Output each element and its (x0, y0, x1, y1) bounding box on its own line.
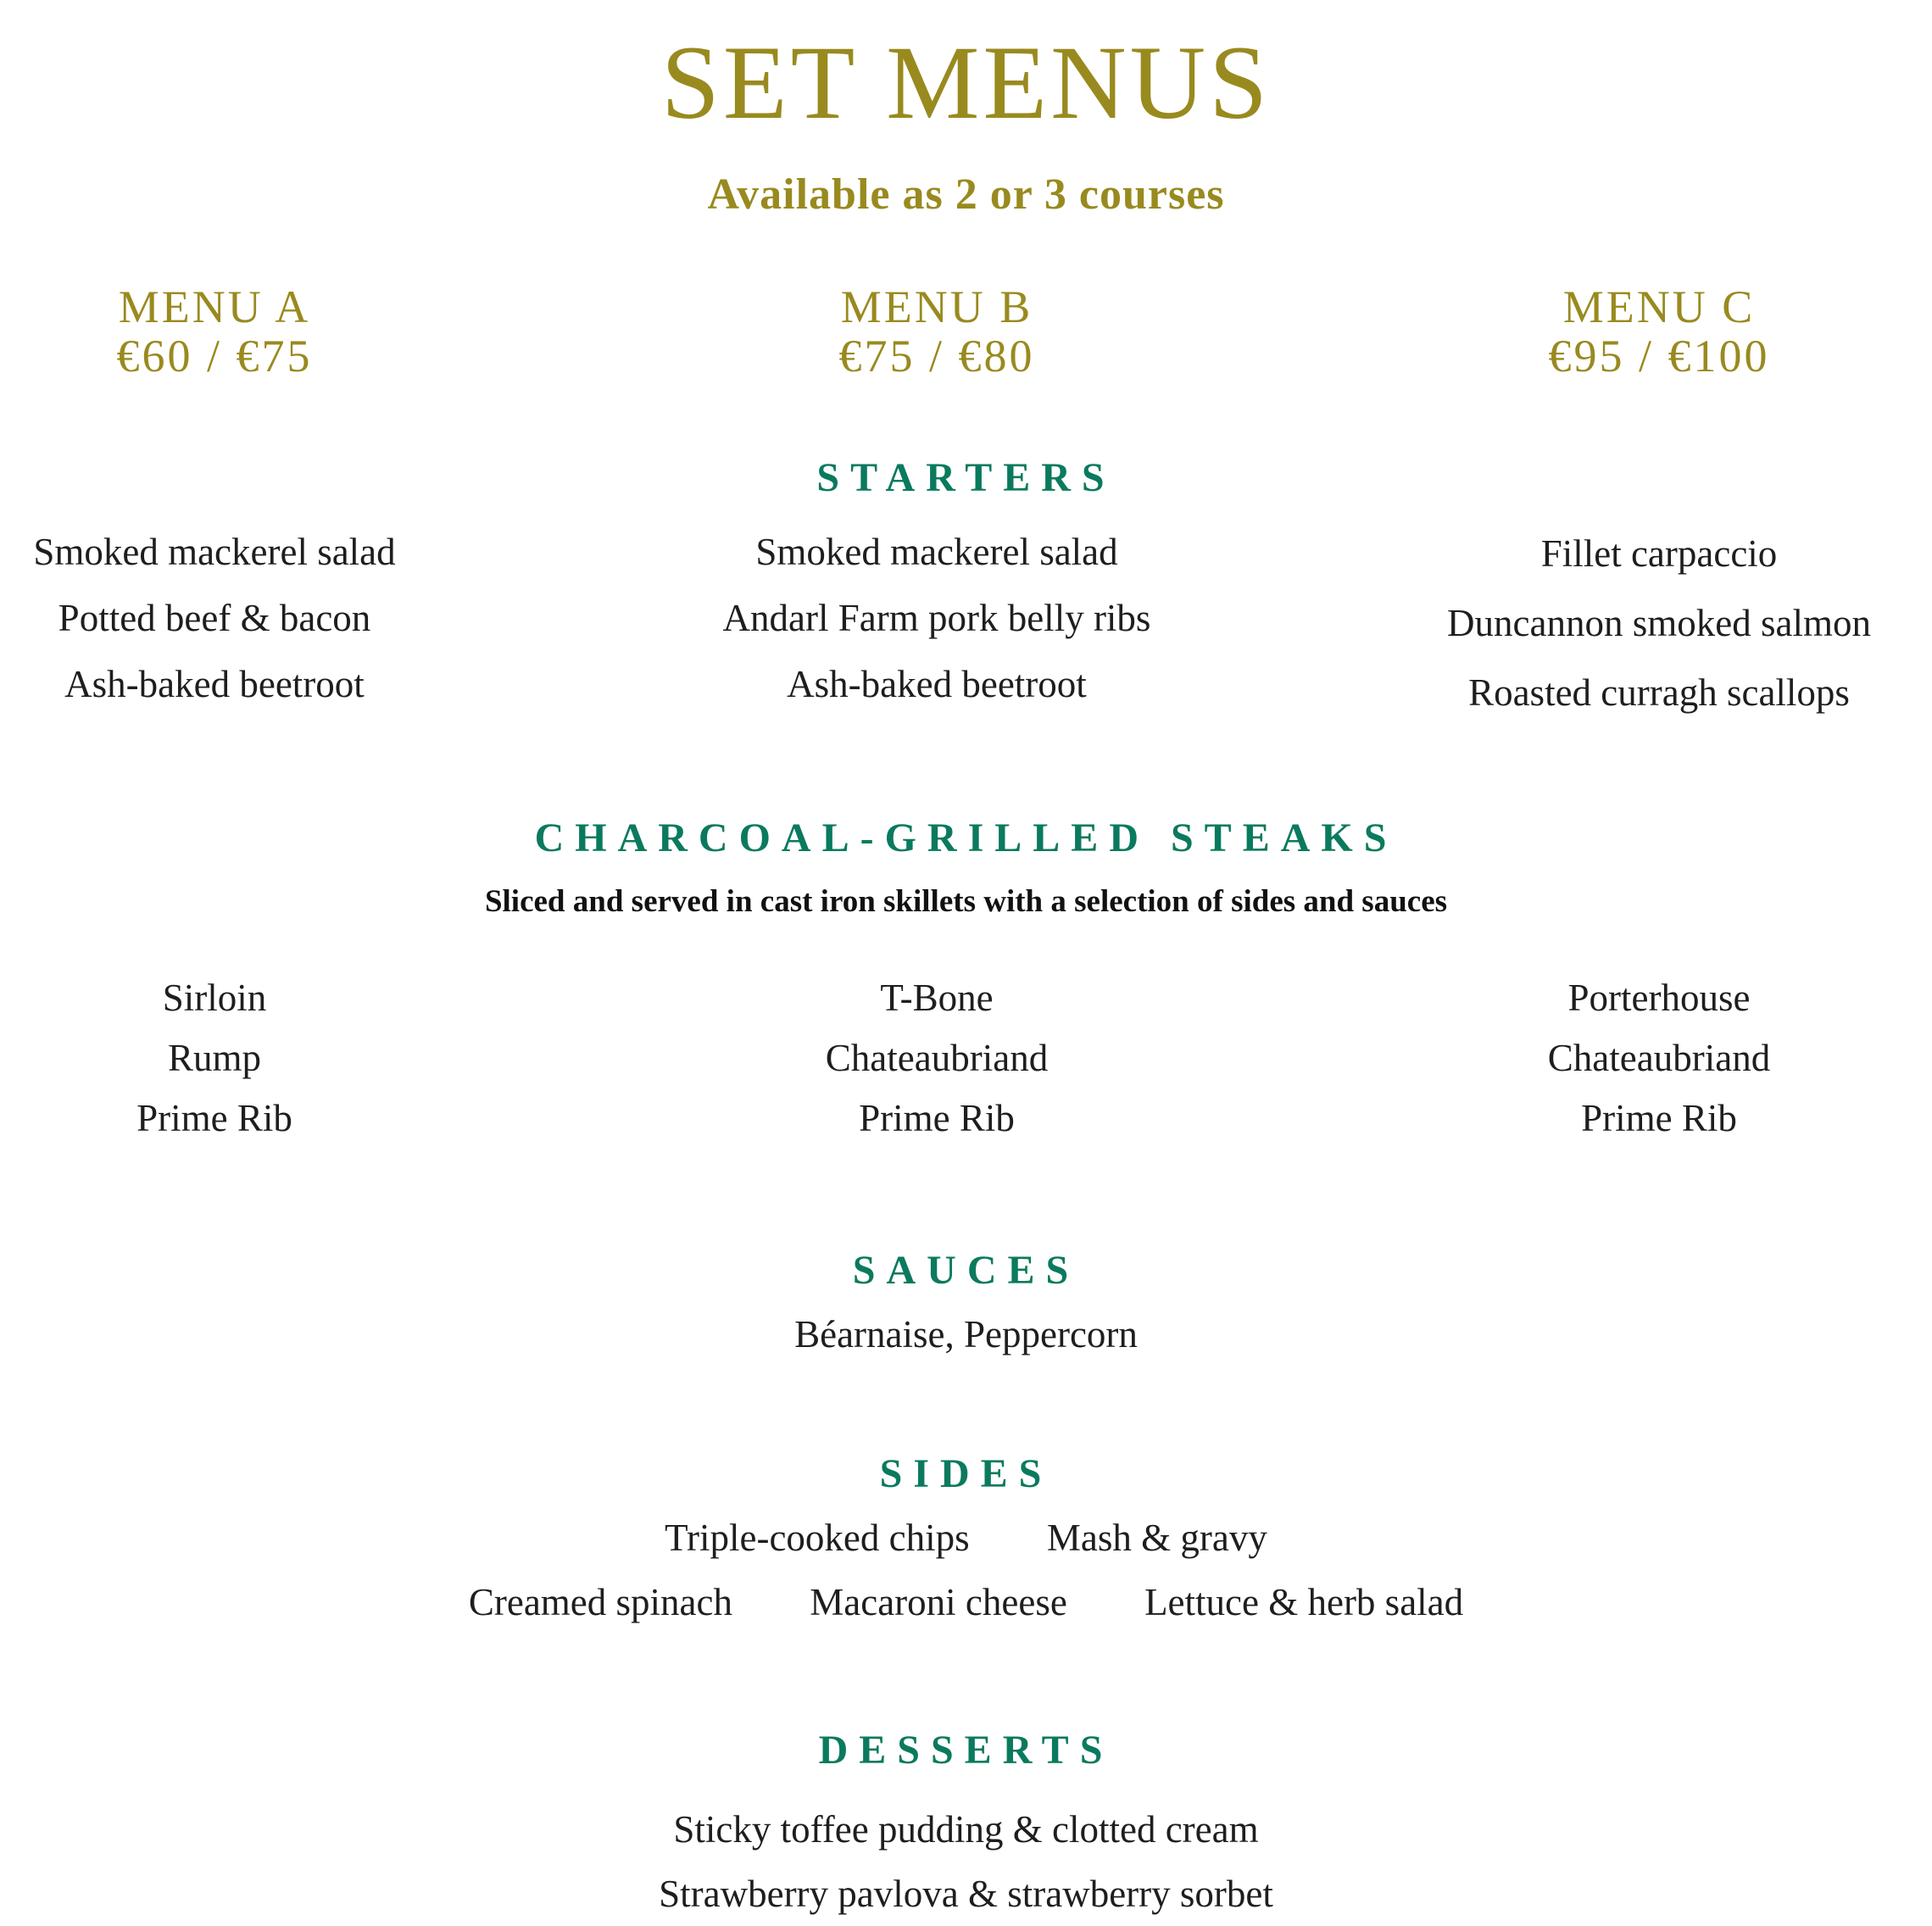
list-item: Sirloin (162, 977, 267, 1019)
menu-a-header (0, 282, 537, 381)
list-item: Porterhouse (1567, 977, 1751, 1019)
list-item: Prime Rib (1581, 1097, 1737, 1139)
list-item: Potted beef & bacon (58, 597, 371, 639)
list-item: Prime Rib (136, 1097, 292, 1139)
steaks-heading: CHARCOAL-GRILLED STEAKS (534, 815, 1398, 860)
list-item: Creamed spinach (468, 1581, 732, 1623)
menu-c-price: €95 / €100 (1548, 331, 1770, 381)
steaks-menu-b (615, 968, 1259, 1149)
list-item: Chateaubriand (825, 1037, 1049, 1079)
menu-b-name: MENU B (840, 281, 1033, 332)
sides-heading: SIDES (879, 1451, 1053, 1496)
sauces-list: Béarnaise, Peppercorn (794, 1313, 1138, 1355)
starters-menu-c (1337, 519, 1932, 727)
list-item: Lettuce & herb salad (1144, 1581, 1464, 1623)
menu-a-name: MENU A (118, 281, 311, 332)
starters-menu-b (615, 519, 1259, 717)
list-item: Andarl Farm pork belly ribs (722, 597, 1151, 639)
desserts-heading: DESSERTS (818, 1728, 1114, 1773)
list-item: Fillet carpaccio (1540, 532, 1778, 575)
menu-b-price: €75 / €80 (838, 331, 1035, 381)
list-item: Smoked mackerel salad (755, 531, 1118, 573)
sides-row-2 (0, 1577, 1932, 1628)
steaks-menu-c (1337, 968, 1932, 1149)
menu-c-header (1337, 282, 1932, 381)
list-item: Strawberry pavlova & strawberry sorbet (659, 1873, 1273, 1915)
list-item: Chateaubriand (1547, 1037, 1771, 1079)
list-item: Prime Rib (859, 1097, 1015, 1139)
list-item: Rump (167, 1037, 262, 1079)
list-item: Ash-baked beetroot (787, 663, 1087, 705)
menu-c-name: MENU C (1562, 281, 1756, 332)
steaks-description: Sliced and served in cast iron skillets with a selection of sides and sauces (484, 884, 1448, 919)
steaks-menu-a (0, 968, 537, 1149)
list-item: Sticky toffee pudding & clotted cream (673, 1808, 1259, 1851)
page-subtitle: Available as 2 or 3 courses (707, 170, 1225, 219)
sides-row-1 (0, 1512, 1932, 1563)
menu-a-price: €60 / €75 (116, 331, 313, 381)
list-item: Roasted curragh scallops (1468, 671, 1850, 714)
list-item: Macaroni cheese (810, 1581, 1067, 1623)
list-item: T-Bone (880, 977, 994, 1019)
list-item: Duncannon smoked salmon (1447, 602, 1871, 644)
starters-heading: STARTERS (816, 455, 1116, 500)
sauces-heading: SAUCES (852, 1248, 1080, 1293)
list-item: Ash-baked beetroot (64, 663, 365, 705)
desserts-list (0, 1797, 1932, 1926)
list-item: Smoked mackerel salad (33, 531, 396, 573)
starters-menu-a (0, 519, 537, 717)
list-item: Mash & gravy (1046, 1517, 1267, 1559)
page-title: SET MENUS (660, 25, 1272, 141)
menu-b-header (615, 282, 1259, 381)
list-item: Triple-cooked chips (665, 1517, 970, 1559)
